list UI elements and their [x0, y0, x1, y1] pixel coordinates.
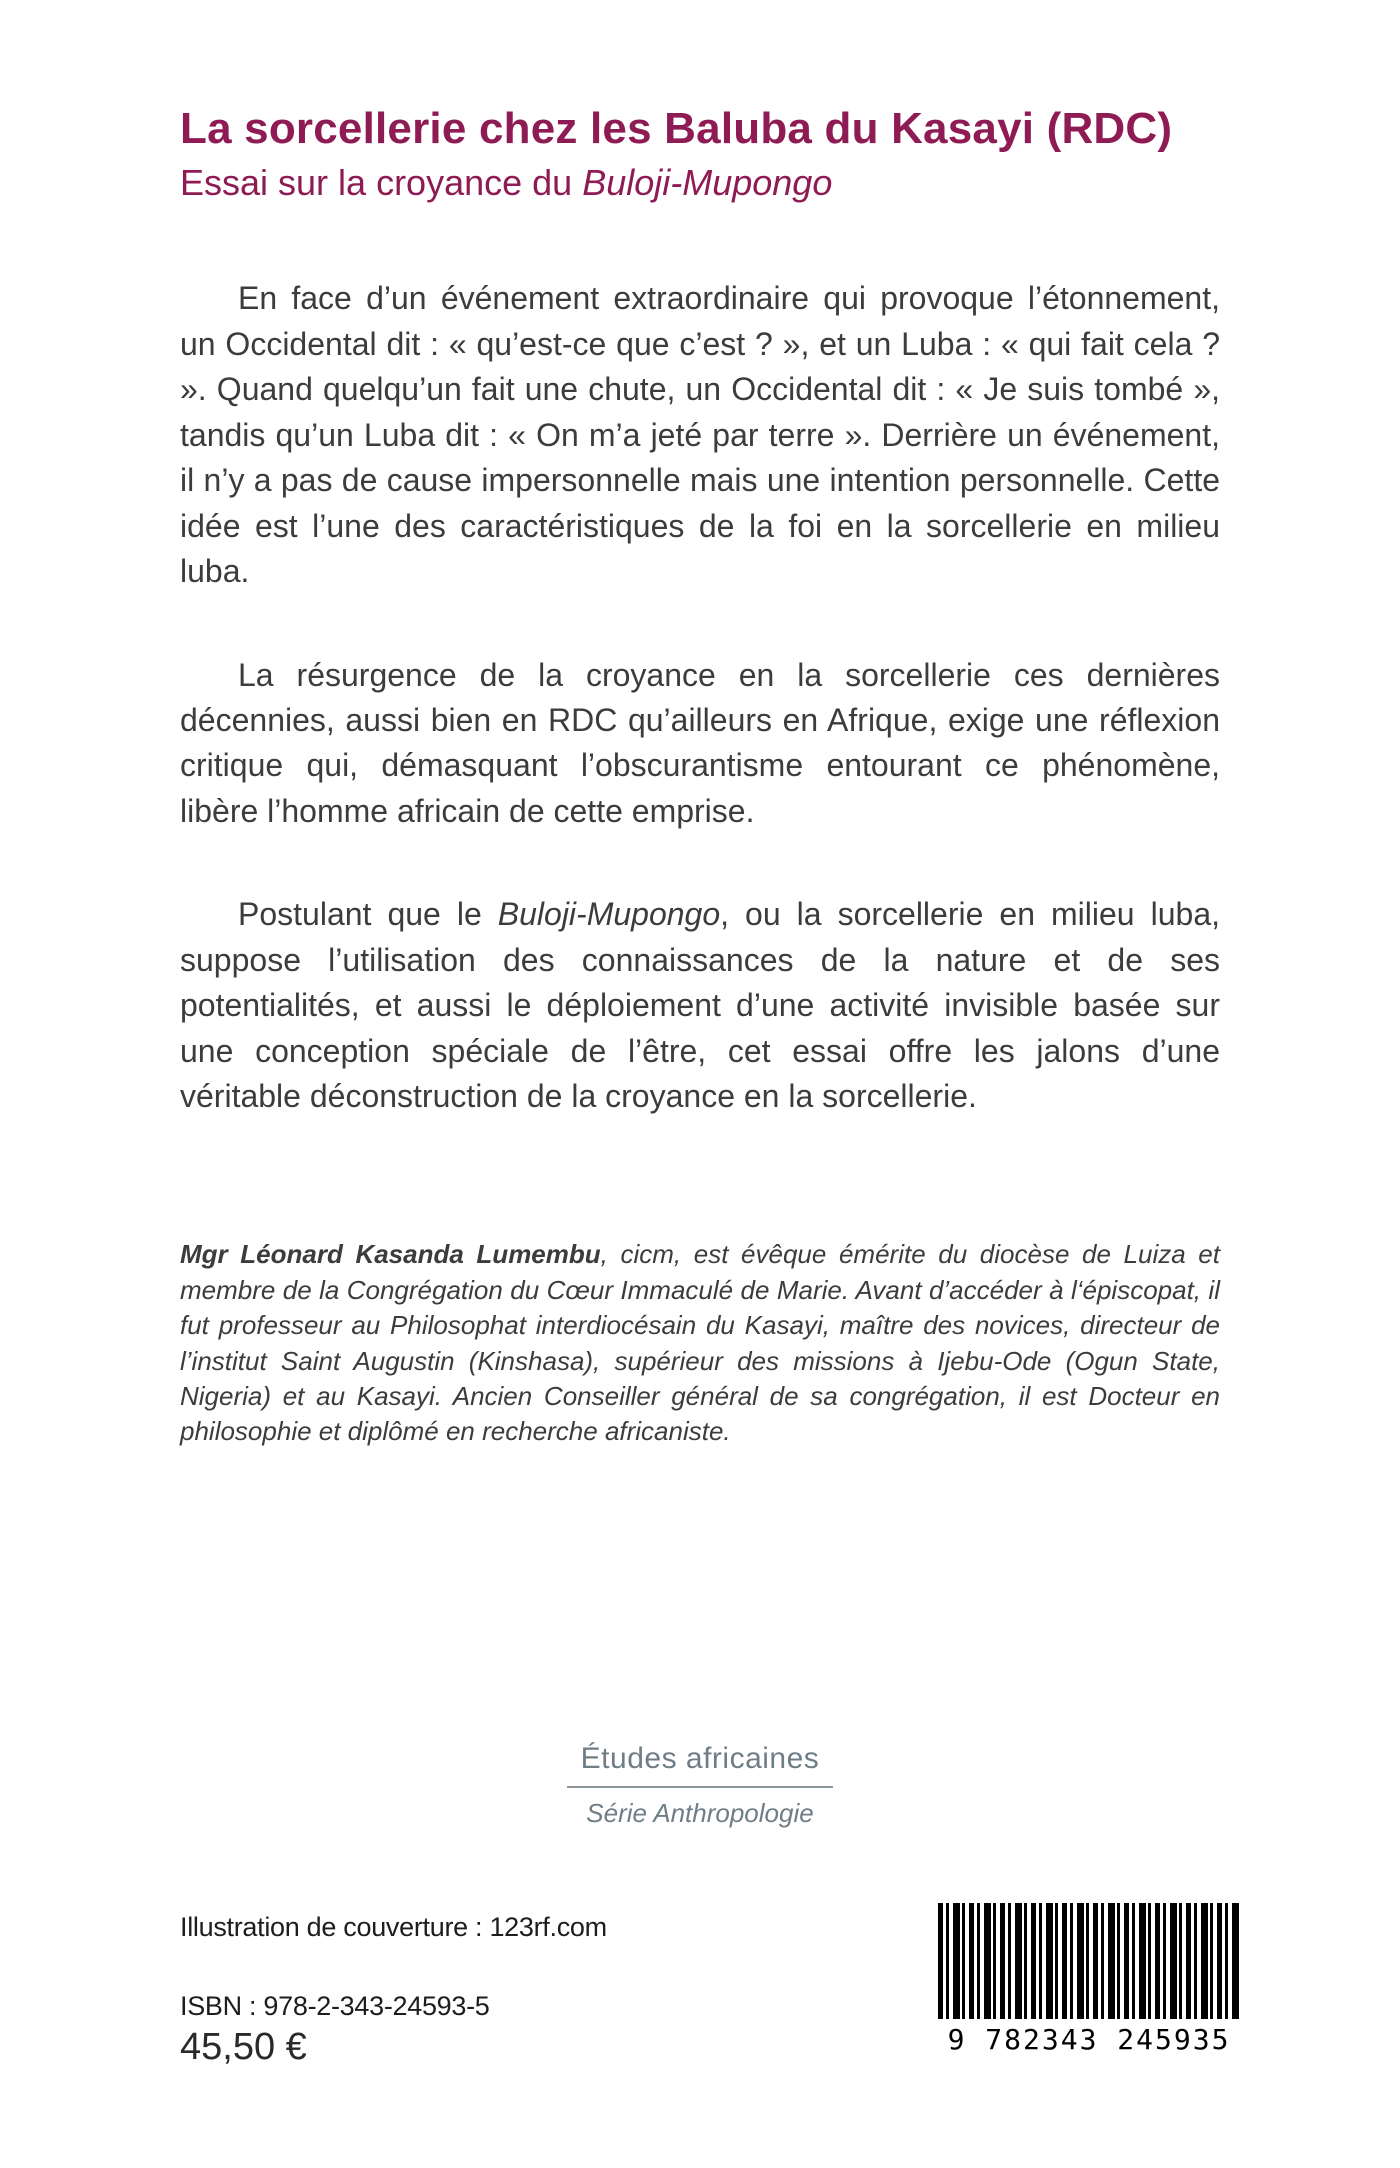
collection-name: Études africaines: [567, 1742, 834, 1788]
collection-series: Série Anthropologie: [586, 1798, 814, 1828]
price: 45,50 €: [180, 2026, 307, 2068]
paragraph-3-before: Postulant que le: [238, 896, 498, 933]
paragraph-3-italic-term: Buloji-Mupongo: [497, 896, 721, 933]
author-name: Mgr Léonard Kasanda Lumembu: [180, 1239, 601, 1270]
isbn-number: ISBN : 978-2-343-24593-5: [180, 1991, 490, 2021]
paragraph-3: [180, 892, 1220, 1119]
paragraph-3-after: , ou la sorcellerie en milieu luba, suppose l’utilisation des connaissances de la nature et de ses potentialités, et aussi le déploiement d’une activité invisible basée sur une conception spéciale de l’être, cet essai offre les jalons d’une véritable déconstruction de la croyance en la sorcellerie.: [180, 896, 1220, 1115]
subtitle-text: Essai sur la croyance du: [180, 162, 583, 204]
cover-illustration-credit: Illustration de couverture : 123rf.com: [180, 1912, 607, 1942]
author-bio: [180, 1237, 1220, 1449]
author-bio-text: , cicm, est évêque émérite du diocèse de Luiza et membre de la Congrégation du Cœur Immaculé de Marie. Avant d’accéder à l‘épiscopat, il fut professeur au Philosophat interdiocésain du Kasayi, maître des novices, directeur de l’institut Saint Augustin (Kinshasa), supérieur des missions à Ijebu-Ode (Ogun State, Nigeria) et au Kasayi. Ancien Conseiller général de sa congrégation, il est Docteur en philosophie et diplômé en recherche africaniste.: [180, 1239, 1220, 1447]
text-column: [180, 104, 1220, 1450]
book-subtitle: [180, 161, 1220, 204]
barcode-number: 9 782343 245935: [947, 2023, 1231, 2056]
paragraph-1: En face d’un événement extraordinaire qui provoque l’étonnement, un Occidental dit : « qu’est-ce que c’est ? », et un Luba : « qui fait cela ? ». Quand quelqu’un fait une chute, un Occidental dit : « Je suis tombé », tandis qu’un Luba dit : « On m’a jeté par terre ». Derrière un événement, il n’y a pas de cause impersonnelle mais une intention personnelle. Cette idée est l’une des caractéristiques de la foi en la sorcellerie en milieu luba.: [180, 280, 1220, 590]
paragraph-2: La résurgence de la croyance en la sorcellerie ces dernières décennies, aussi bien en RDC qu’ailleurs en Afrique, exige une réflexion critique qui, démasquant l’obscurantisme entourant ce phénomène, libère l’homme africain de cette emprise.: [180, 656, 1220, 829]
subtitle-italic-term: Buloji-Mupongo: [582, 162, 833, 204]
book-title: La sorcellerie chez les Baluba du Kasayi (RDC): [180, 104, 1173, 153]
footer-left: [180, 1912, 607, 2069]
barcode: [938, 1903, 1240, 2065]
barcode-bars: [938, 1903, 1240, 2019]
collection-block: [180, 1742, 1220, 1829]
